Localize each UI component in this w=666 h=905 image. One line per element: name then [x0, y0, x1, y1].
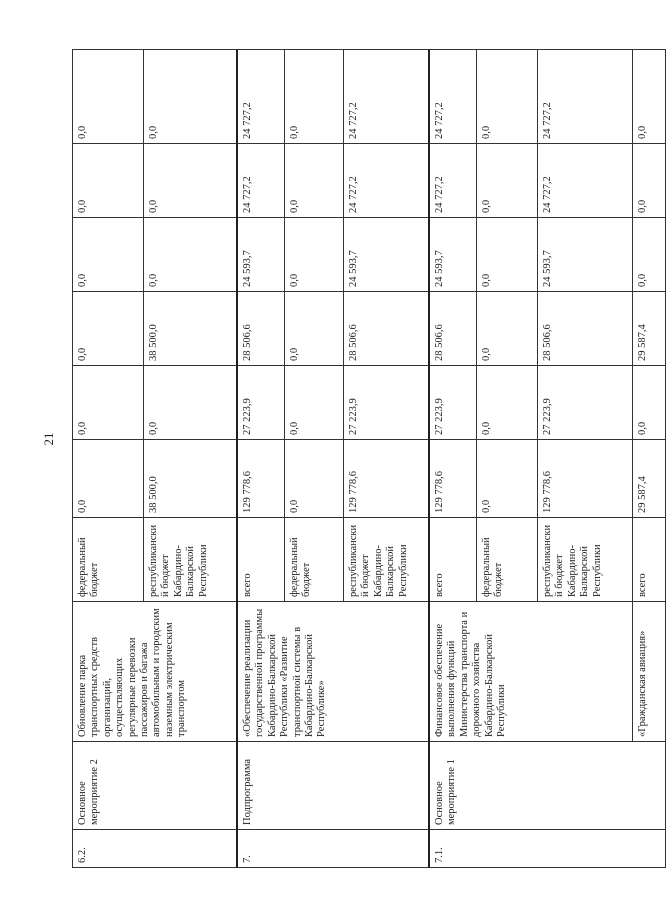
- value-cell: 0,0: [477, 292, 538, 366]
- value-cell: 129 778,6: [538, 440, 633, 518]
- row-status: Основное мероприятие 1: [429, 742, 666, 830]
- value-cell: 24 593,7: [344, 218, 430, 292]
- row-status: Подпрограмма: [237, 742, 429, 830]
- table-row: [73, 50, 144, 868]
- row-name: Финансовое обеспечение выполнения функций Министерства транспорта и дорожного хозяйства Кабардино-Балкарской Республики: [429, 602, 633, 742]
- value-cell: 0,0: [285, 144, 344, 218]
- funding-source: всего: [633, 518, 666, 602]
- value-cell: 27 223,9: [429, 366, 477, 440]
- value-cell: 129 778,6: [344, 440, 430, 518]
- funding-source: федеральный бюджет: [73, 518, 144, 602]
- table-row: [237, 50, 285, 868]
- value-cell: 0,0: [633, 144, 666, 218]
- value-cell: 0,0: [633, 218, 666, 292]
- row-name: «Гражданская авиация»: [633, 602, 666, 742]
- value-cell: 0,0: [285, 292, 344, 366]
- value-cell: 24 727,2: [237, 144, 285, 218]
- value-cell: 0,0: [477, 218, 538, 292]
- value-cell: 0,0: [633, 50, 666, 144]
- value-cell: 0,0: [73, 440, 144, 518]
- funding-source: всего: [429, 518, 477, 602]
- value-cell: 24 593,7: [429, 218, 477, 292]
- value-cell: 0,0: [285, 440, 344, 518]
- row-number: 7.: [237, 830, 429, 868]
- value-cell: 28 506,6: [344, 292, 430, 366]
- value-cell: 27 223,9: [344, 366, 430, 440]
- value-cell: 0,0: [144, 144, 238, 218]
- value-cell: 24 593,7: [538, 218, 633, 292]
- value-cell: 0,0: [477, 440, 538, 518]
- value-cell: 27 223,9: [237, 366, 285, 440]
- value-cell: 0,0: [477, 144, 538, 218]
- value-cell: 28 506,6: [429, 292, 477, 366]
- row-name: Обновление парка транспортных средств организаций, осуществляющих регулярные перевозки пассажиров и багажа автомобильным и городским наземным электрическим транспортом: [73, 602, 238, 742]
- value-cell: 28 506,6: [237, 292, 285, 366]
- funding-source: федеральный бюджет: [285, 518, 344, 602]
- row-status: Основное мероприятие 2: [73, 742, 238, 830]
- value-cell: 129 778,6: [429, 440, 477, 518]
- funding-source: федеральный бюджет: [477, 518, 538, 602]
- rotated-page: [72, 50, 648, 868]
- row-number: 6.2.: [73, 830, 238, 868]
- value-cell: 0,0: [285, 366, 344, 440]
- value-cell: 24 593,7: [237, 218, 285, 292]
- value-cell: 0,0: [144, 366, 238, 440]
- funding-source: республиканский бюджет Кабардино-Балкарской Республики: [538, 518, 633, 602]
- value-cell: 24 727,2: [538, 144, 633, 218]
- value-cell: 0,0: [73, 366, 144, 440]
- value-cell: 0,0: [285, 218, 344, 292]
- row-name: «Обеспечение реализации государственной программы Кабардино-Балкарской Республики «Развитие транспортной системы в Кабардино-Балкарской Республике»: [237, 602, 429, 742]
- value-cell: 0,0: [73, 292, 144, 366]
- value-cell: 0,0: [633, 366, 666, 440]
- row-number: 7.1.: [429, 830, 666, 868]
- value-cell: 29 587,4: [633, 292, 666, 366]
- value-cell: 24 727,2: [538, 50, 633, 144]
- funding-source: всего: [237, 518, 285, 602]
- value-cell: 24 727,2: [344, 50, 430, 144]
- value-cell: 38 500,0: [144, 292, 238, 366]
- value-cell: 38 500,0: [144, 440, 238, 518]
- table-row: [429, 50, 477, 868]
- value-cell: 27 223,9: [538, 366, 633, 440]
- funding-source: республиканский бюджет Кабардино-Балкарской Республики: [344, 518, 430, 602]
- value-cell: 129 778,6: [237, 440, 285, 518]
- page-number: 21: [41, 432, 56, 446]
- funding-source: республиканский бюджет Кабардино-Балкарской Республики: [144, 518, 238, 602]
- value-cell: 0,0: [73, 50, 144, 144]
- value-cell: 24 727,2: [344, 144, 430, 218]
- value-cell: 0,0: [73, 144, 144, 218]
- value-cell: 0,0: [144, 50, 238, 144]
- value-cell: 0,0: [144, 218, 238, 292]
- value-cell: 29 587,4: [633, 440, 666, 518]
- budget-table: [72, 49, 666, 868]
- value-cell: 24 727,2: [429, 144, 477, 218]
- value-cell: 0,0: [73, 218, 144, 292]
- value-cell: 0,0: [477, 366, 538, 440]
- value-cell: 24 727,2: [429, 50, 477, 144]
- value-cell: 24 727,2: [237, 50, 285, 144]
- value-cell: 0,0: [285, 50, 344, 144]
- value-cell: 0,0: [477, 50, 538, 144]
- value-cell: 28 506,6: [538, 292, 633, 366]
